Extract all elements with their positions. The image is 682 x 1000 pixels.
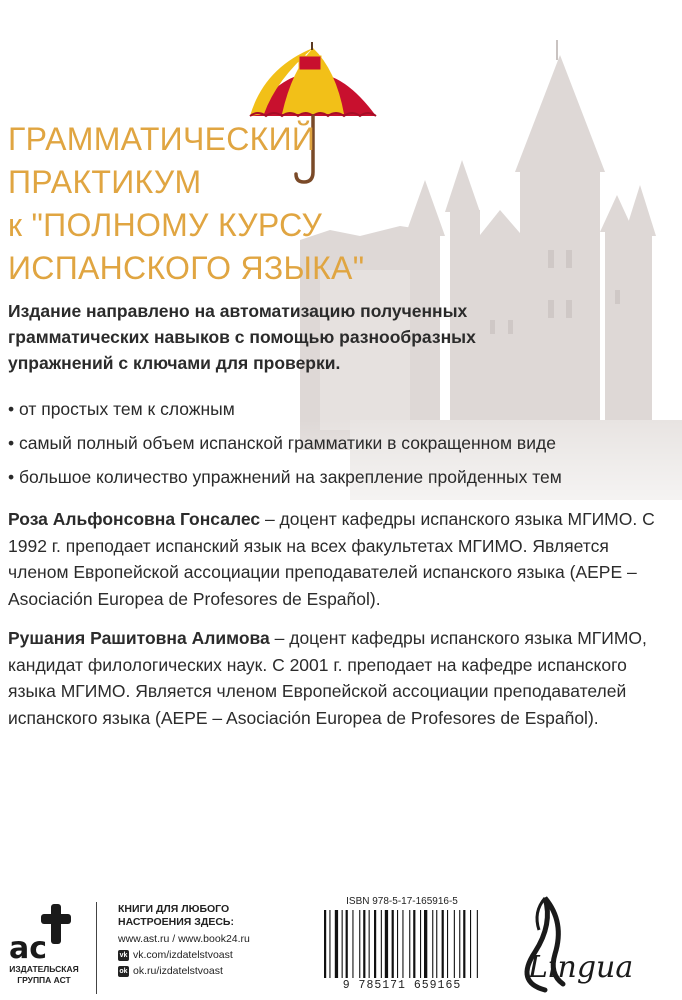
ok-icon: ok: [119, 968, 128, 975]
publisher-sites[interactable]: www.ast.ru / www.book24.ru: [118, 933, 250, 945]
footer-divider: [96, 902, 97, 994]
social-link[interactable]: [118, 965, 298, 978]
lead-paragraph: Издание направлено на автоматизацию полученных грамматических навыков с помощью разнообразных упражнений с ключами для проверки.: [8, 301, 476, 373]
ast-logo-icon: [7, 902, 79, 962]
book-title: [8, 118, 364, 290]
publisher-logo: [5, 902, 83, 997]
imprint-name: Lingua: [528, 950, 634, 985]
author-name: Роза Альфонсовна Гонсалес: [8, 509, 261, 529]
publisher-caption: ИЗДАТЕЛЬСКАЯ ГРУППА АСТ: [9, 964, 79, 985]
social-link-text: ok.ru/izdatelstvoast: [133, 965, 223, 977]
title-line: ГРАММАТИЧЕСКИЙ: [8, 121, 316, 157]
ean-number: 9 785171 659165: [342, 979, 462, 992]
barcode-bars: [324, 910, 480, 978]
feature-item: • самый полный объем испанской грамматики в сокращенном виде: [8, 433, 556, 453]
author-bio: [8, 625, 668, 731]
feature-item: • от простых тем к сложным: [8, 399, 235, 419]
title-line: ИСПАНСКОГО ЯЗЫКА": [8, 250, 365, 286]
author-bio-text: – доцент кафедры испанского языка МГИМО, кандидат филологических наук. С 2001 г. преподает на кафедре испанского языка МГИМО. Является членом Европейской ассоциации преподавателей испанского языка (AEPE – Asociación Europea de Profesores de Español).: [8, 628, 647, 728]
title-line: к "ПОЛНОМУ КУРСУ: [8, 207, 323, 243]
author-bio-text: – доцент кафедры испанского языка МГИМО. С 1992 г. преподает испанский язык на всех факультетах МГИМО. Является членом Европейской ассоциации преподавателей испанского языка (AEPE – Asociación Europea de Profesores de Español).: [8, 509, 655, 609]
books-heading: КНИГИ ДЛЯ ЛЮБОГО НАСТРОЕНИЯ ЗДЕСЬ:: [118, 903, 234, 928]
barcode: [320, 896, 484, 996]
social-link[interactable]: [118, 949, 298, 962]
isbn-label: ISBN 978-5-17-165916-5: [346, 896, 458, 907]
author-name: Рушания Рашитовна Алимова: [8, 628, 270, 648]
vk-icon: vk: [119, 952, 128, 959]
cover-footer: [0, 890, 682, 1000]
author-bio: [8, 506, 668, 612]
svg-text:ас: ас: [9, 931, 48, 962]
feature-list: [8, 396, 648, 498]
title-line: ПРАКТИКУМ: [8, 164, 202, 200]
feature-item: • большое количество упражнений на закрепление пройденных тем: [8, 467, 562, 487]
publisher-links: [118, 903, 298, 978]
social-link-text: vk.com/izdatelstvoast: [133, 949, 233, 961]
